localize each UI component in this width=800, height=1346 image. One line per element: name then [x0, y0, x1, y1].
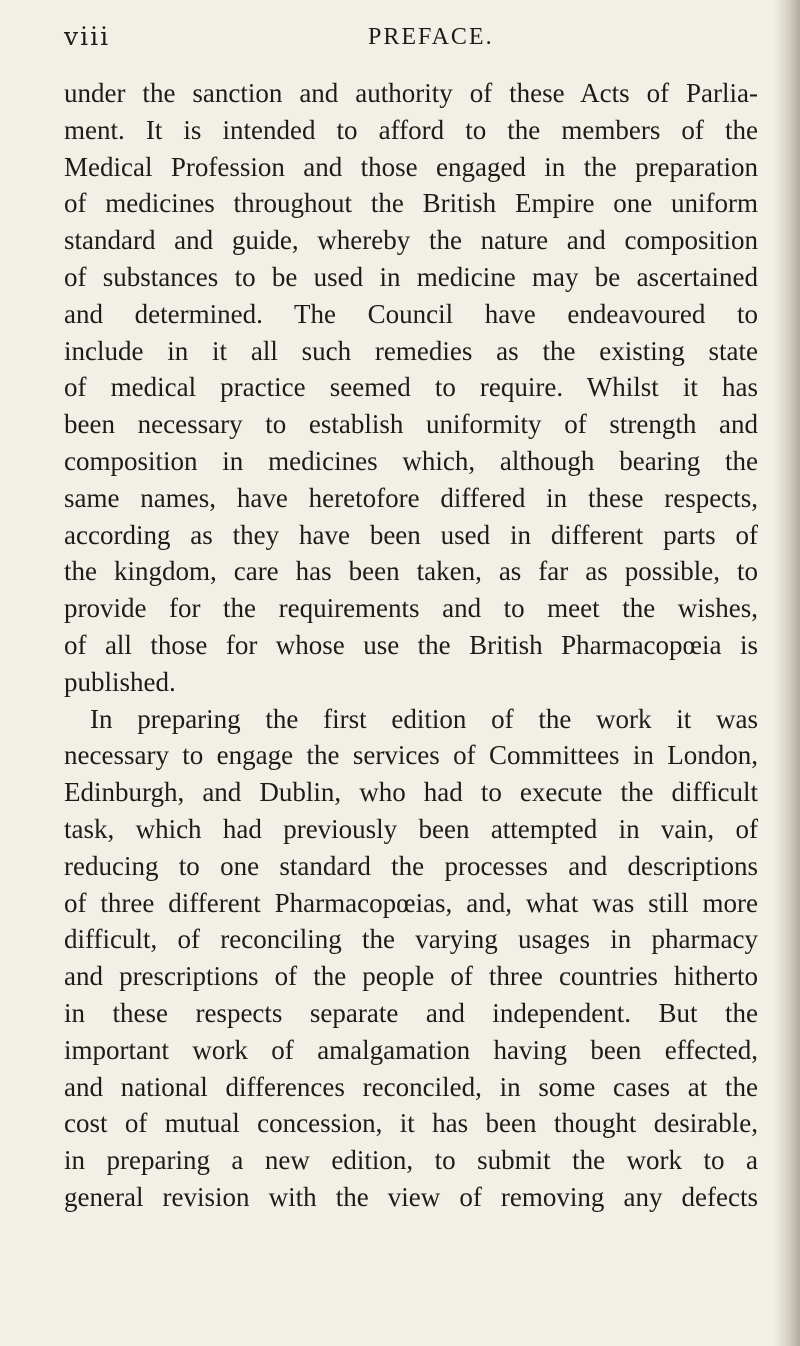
body-text — [64, 75, 758, 1216]
page-edge-shadow — [774, 0, 800, 1346]
text-line: of substances to be used in medicine may be ascertained — [64, 261, 758, 292]
text-line: and determined. The Council have endeavoured to — [64, 298, 758, 329]
text-line: ment. It is intended to afford to the members of the — [64, 114, 758, 145]
text-line: under the sanction and authority of these Acts of Parlia- — [64, 78, 758, 108]
text-line: include in it all such remedies as the existing state — [64, 335, 758, 366]
text-line: difficult, of reconciling the varying usages in pharmacy — [64, 924, 758, 955]
text-line: and prescriptions of the people of three countries hitherto — [64, 961, 758, 992]
text-line: standard and guide, whereby the nature and composition — [64, 225, 758, 256]
text-line: general revision with the view of removing any defects — [64, 1181, 758, 1212]
text-line: the kingdom, care has been taken, as far as possible, to — [64, 556, 758, 587]
text-line: of medicines throughout the British Empire one uniform — [64, 188, 758, 219]
text-line: important work of amalgamation having been effected, — [64, 1034, 758, 1065]
text-line: of all those for whose use the British Pharmacopœia is — [64, 629, 758, 660]
text-line: of three different Pharmacopœias, and, what was still more — [64, 887, 758, 918]
text-line: Edinburgh, and Dublin, who had to execute the difficult — [64, 777, 758, 808]
text-line: in preparing a new edition, to submit the work to a — [64, 1145, 758, 1176]
paragraph-end-line: published. — [64, 666, 176, 697]
text-line: in these respects separate and independent. But the — [64, 997, 758, 1028]
text-line: composition in medicines which, although bearing the — [64, 445, 758, 476]
text-line: of medical practice seemed to require. Whilst it has — [64, 372, 758, 403]
text-line: provide for the requirements and to meet the wishes, — [64, 593, 758, 624]
text-line: cost of mutual concession, it has been thought desirable, — [64, 1108, 758, 1139]
text-line: been necessary to establish uniformity of strength and — [64, 409, 758, 440]
text-line: reducing to one standard the processes and descriptions — [64, 850, 758, 881]
running-head-title: PREFACE. — [368, 24, 494, 50]
text-line: same names, have heretofore differed in these respects, — [64, 482, 758, 513]
text-line: Medical Profession and those engaged in the preparation — [64, 151, 758, 182]
text-line: task, which had previously been attempted in vain, of — [64, 813, 758, 844]
paragraph-first-line: In preparing the first edition of the work it was — [90, 703, 758, 734]
running-head — [64, 22, 754, 56]
text-line: according as they have been used in different parts of — [64, 519, 758, 550]
text-line: necessary to engage the services of Committees in London, — [64, 740, 758, 771]
text-line: and national differences reconciled, in some cases at the — [64, 1071, 758, 1102]
page-number: viii — [64, 22, 111, 51]
